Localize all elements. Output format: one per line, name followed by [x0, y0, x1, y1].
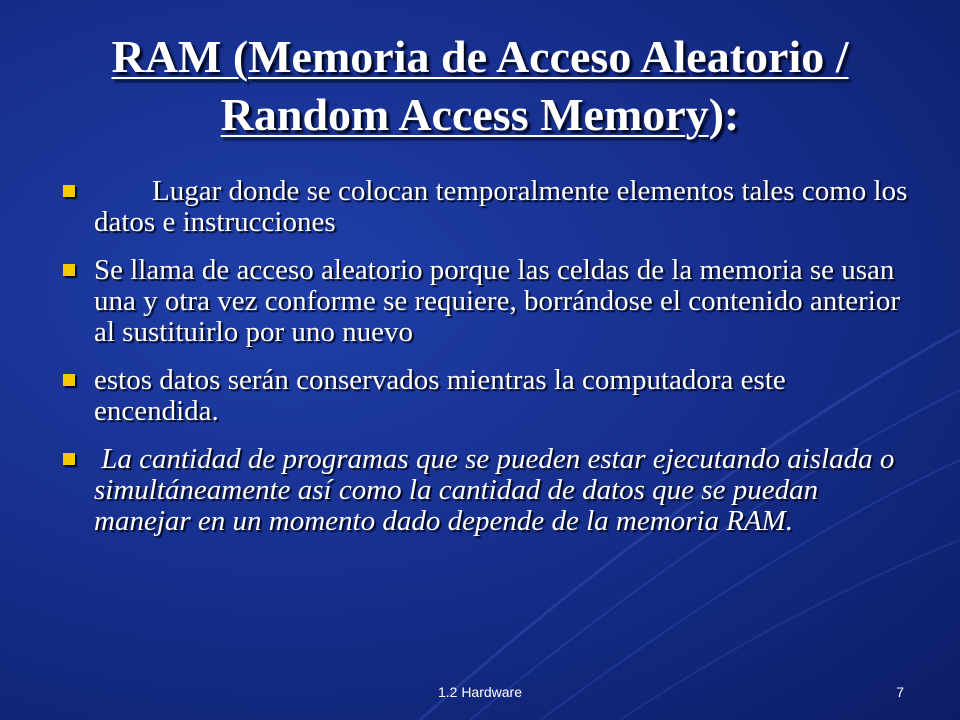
slide-title-suffix: ): [708, 89, 740, 140]
bullet-item [60, 255, 910, 348]
bullet-text: Se llama de acceso aleatorio porque las celdas de la memoria se usan una y otra vez conforme se requiere, borrándose el contenido anterior al sustituirlo por uno nuevo [94, 254, 901, 348]
bullet-text: Lugar donde se colocan temporalmente elementos tales como los datos e instrucciones [94, 175, 908, 238]
footer-text: 1.2 Hardware [437, 684, 523, 700]
bullet-square-icon [63, 185, 75, 197]
bullet-list [60, 176, 910, 554]
bullet-square-icon [63, 453, 75, 465]
bullet-text: estos datos serán conservados mientras la computadora este encendida. [94, 364, 786, 427]
bullet-square-icon [63, 264, 75, 276]
slide-title [40, 28, 920, 144]
bullet-item [60, 176, 910, 238]
bullet-item [60, 365, 910, 427]
slide-title-underlined: RAM (Memoria de Acceso Aleatorio / Random Access Memory [111, 31, 849, 140]
bullet-square-icon [63, 374, 75, 386]
bullet-text: La cantidad de programas que se pueden estar ejecutando aislada o simultáneamente así como la cantidad de datos que se puedan manejar en un momento dado depende de la memoria RAM. [94, 443, 895, 537]
bullet-item [60, 444, 910, 537]
page-number: 7 [896, 684, 904, 700]
